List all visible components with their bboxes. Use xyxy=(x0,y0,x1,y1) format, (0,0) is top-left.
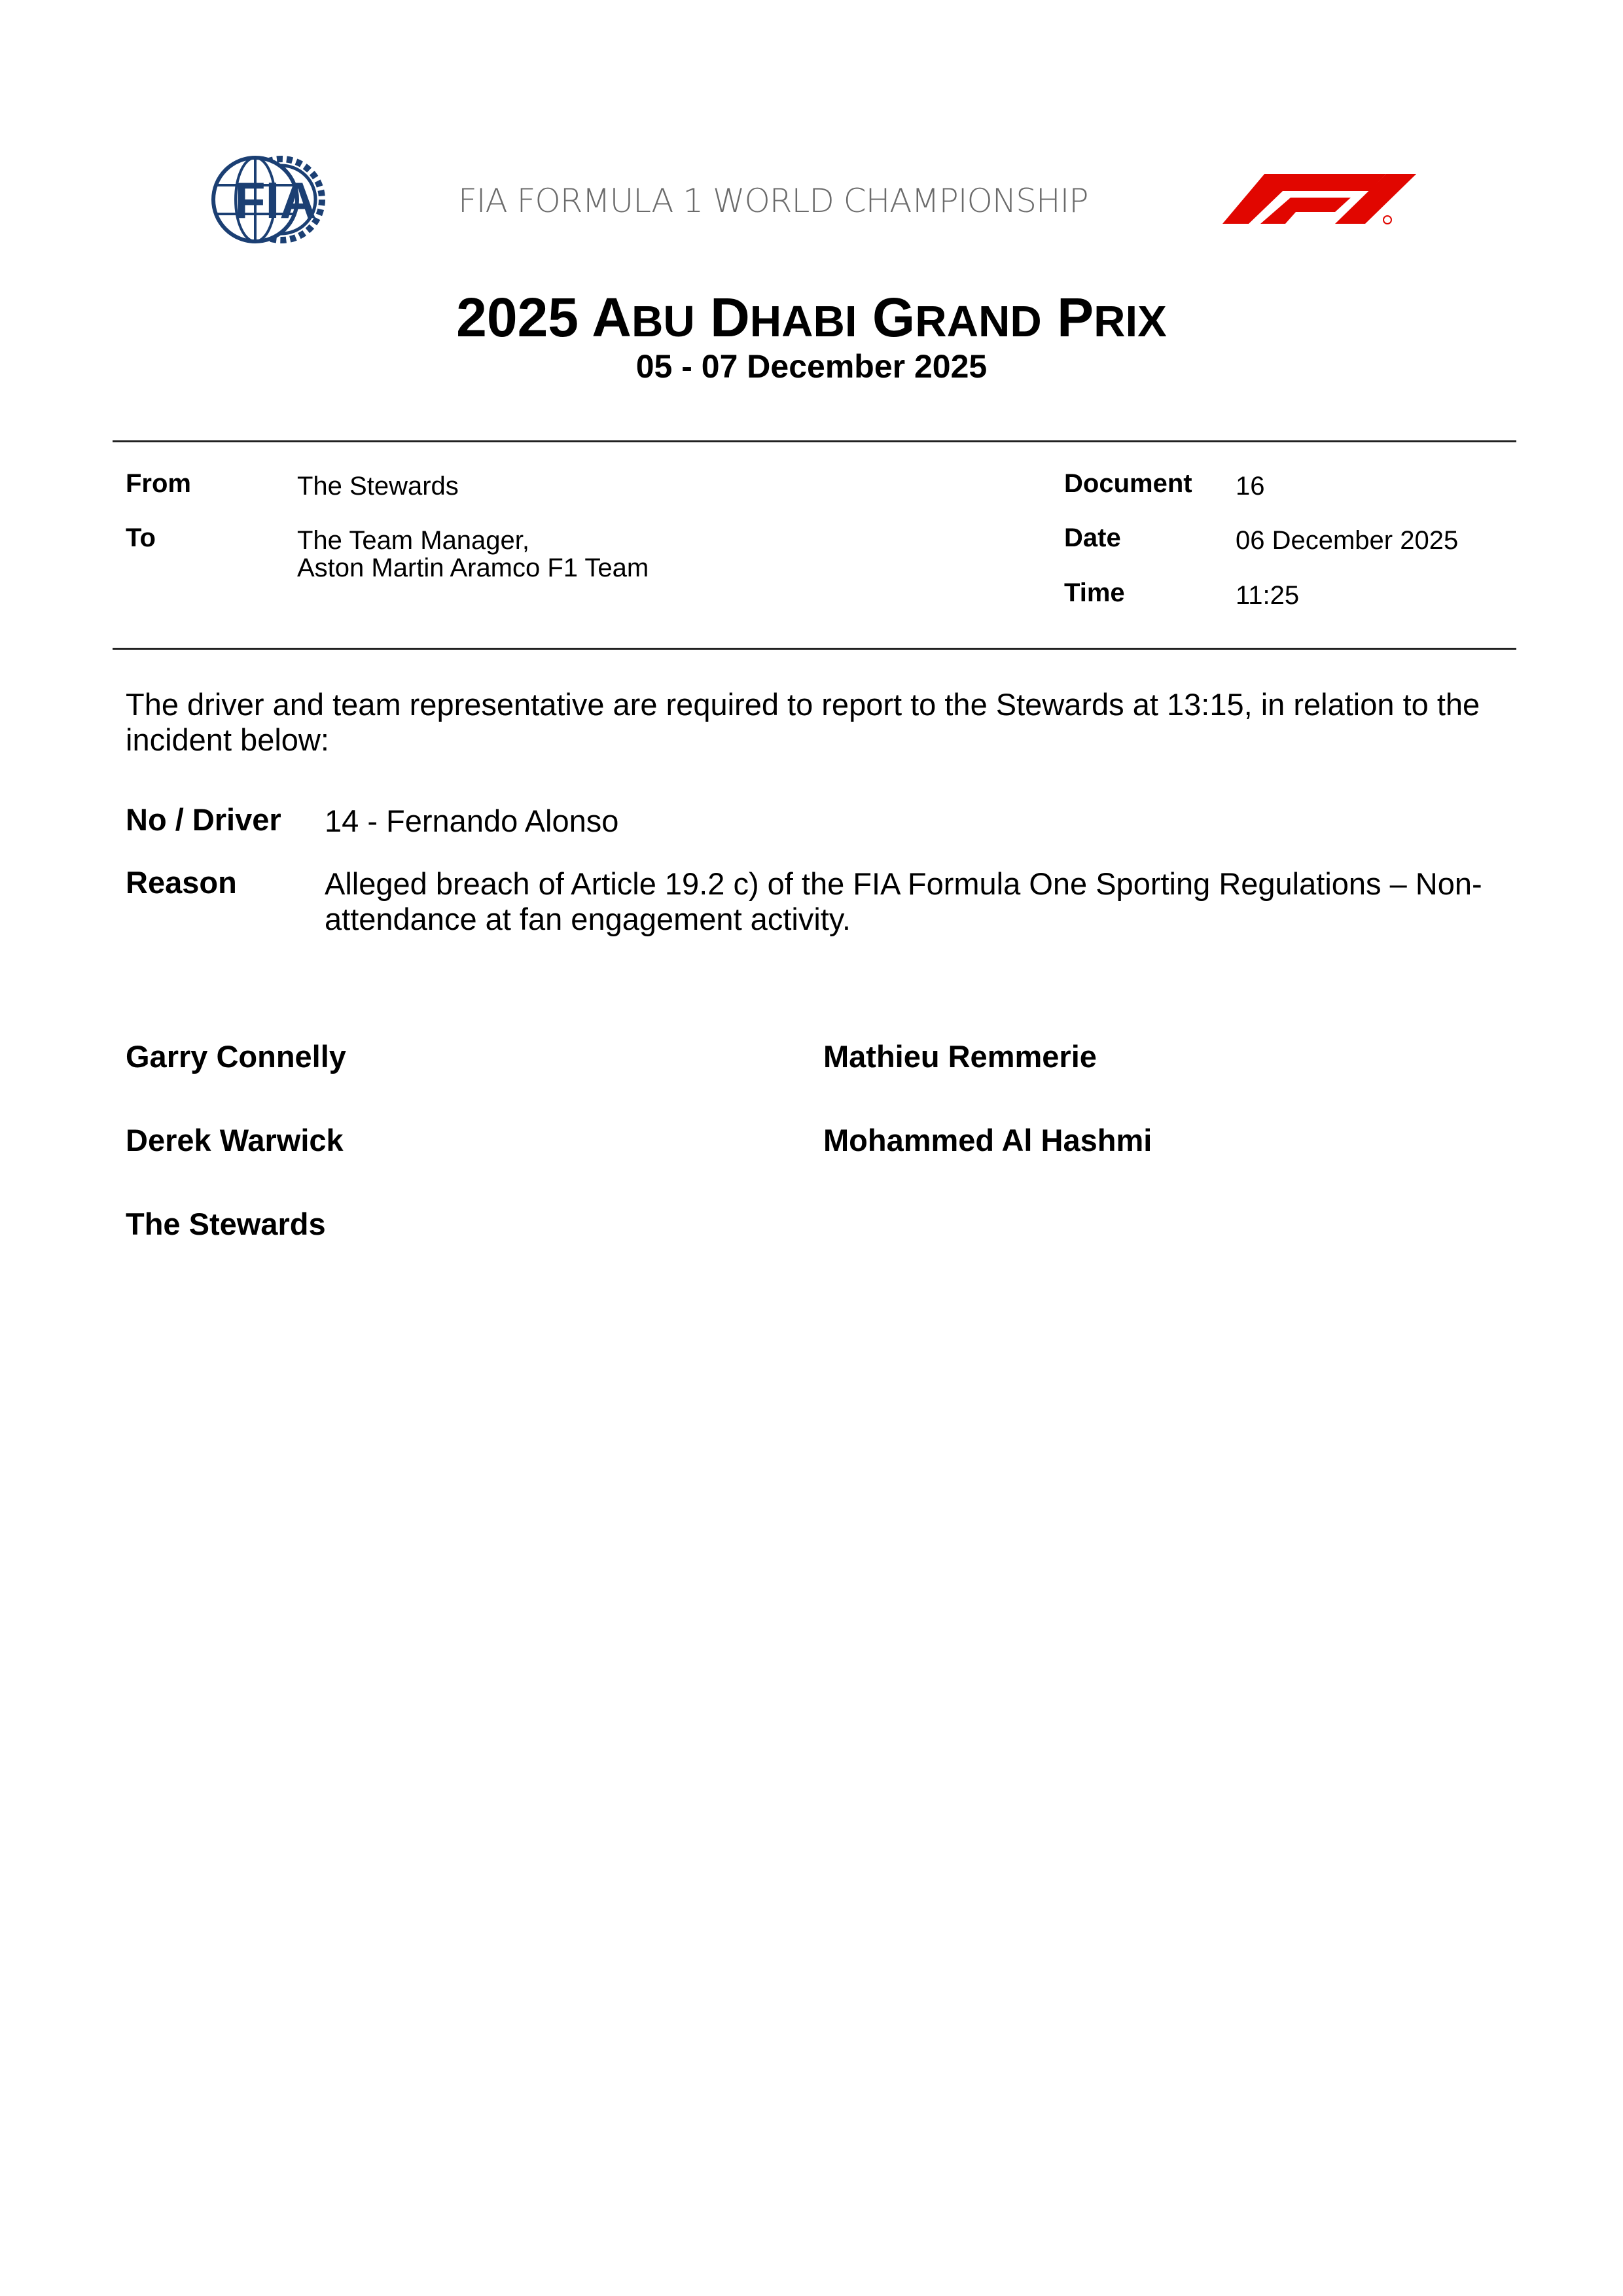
title-word: PRIX xyxy=(1057,287,1167,348)
time-label: Time xyxy=(1064,578,1125,607)
to-label: To xyxy=(126,523,156,552)
reason-label: Reason xyxy=(126,865,237,900)
event-year: 2025 xyxy=(456,287,579,348)
event-dates: 05 - 07 December 2025 xyxy=(635,348,988,385)
document-label: Document xyxy=(1064,469,1192,498)
steward-name: Mathieu Remmerie xyxy=(823,1039,1097,1074)
title-word: DHABI xyxy=(710,287,857,348)
title-word: GRAND xyxy=(872,287,1042,348)
f1-logo-text: F1 xyxy=(1222,171,1224,172)
stewards-signoff: The Stewards xyxy=(126,1207,326,1241)
from-value: The Stewards xyxy=(297,472,459,501)
fia-logo-text: FIA xyxy=(234,171,317,229)
from-label: From xyxy=(126,469,191,498)
driver-value: 14 - Fernando Alonso xyxy=(325,804,619,838)
divider-bottom xyxy=(113,648,1516,650)
date-label: Date xyxy=(1064,523,1121,552)
to-value-line2: Aston Martin Aramco F1 Team xyxy=(297,554,649,582)
to-value-line1: The Team Manager, xyxy=(297,526,530,555)
title-word: ABU xyxy=(592,287,695,348)
championship-title: FIA FORMULA 1 WORLD CHAMPIONSHIP xyxy=(458,182,1088,220)
date-value: 06 December 2025 xyxy=(1236,526,1459,555)
steward-name: Derek Warwick xyxy=(126,1123,344,1157)
summons-intro: The driver and team representative are required to report to the Stewards at 13:15, in relation to the incident below: xyxy=(126,687,1480,757)
driver-label: No / Driver xyxy=(126,802,281,837)
f1-logo xyxy=(1222,171,1419,226)
event-title xyxy=(0,285,1623,355)
steward-name: Mohammed Al Hashmi xyxy=(823,1123,1152,1157)
fia-logo xyxy=(208,152,343,246)
divider-top xyxy=(113,440,1516,442)
reason-value: Alleged breach of Article 19.2 c) of the FIA Formula One Sporting Regulations – Non-attendance at fan engagement activity. xyxy=(325,866,1482,936)
time-value: 11:25 xyxy=(1236,581,1300,610)
steward-name: Garry Connelly xyxy=(126,1039,346,1074)
document-value: 16 xyxy=(1236,472,1265,501)
